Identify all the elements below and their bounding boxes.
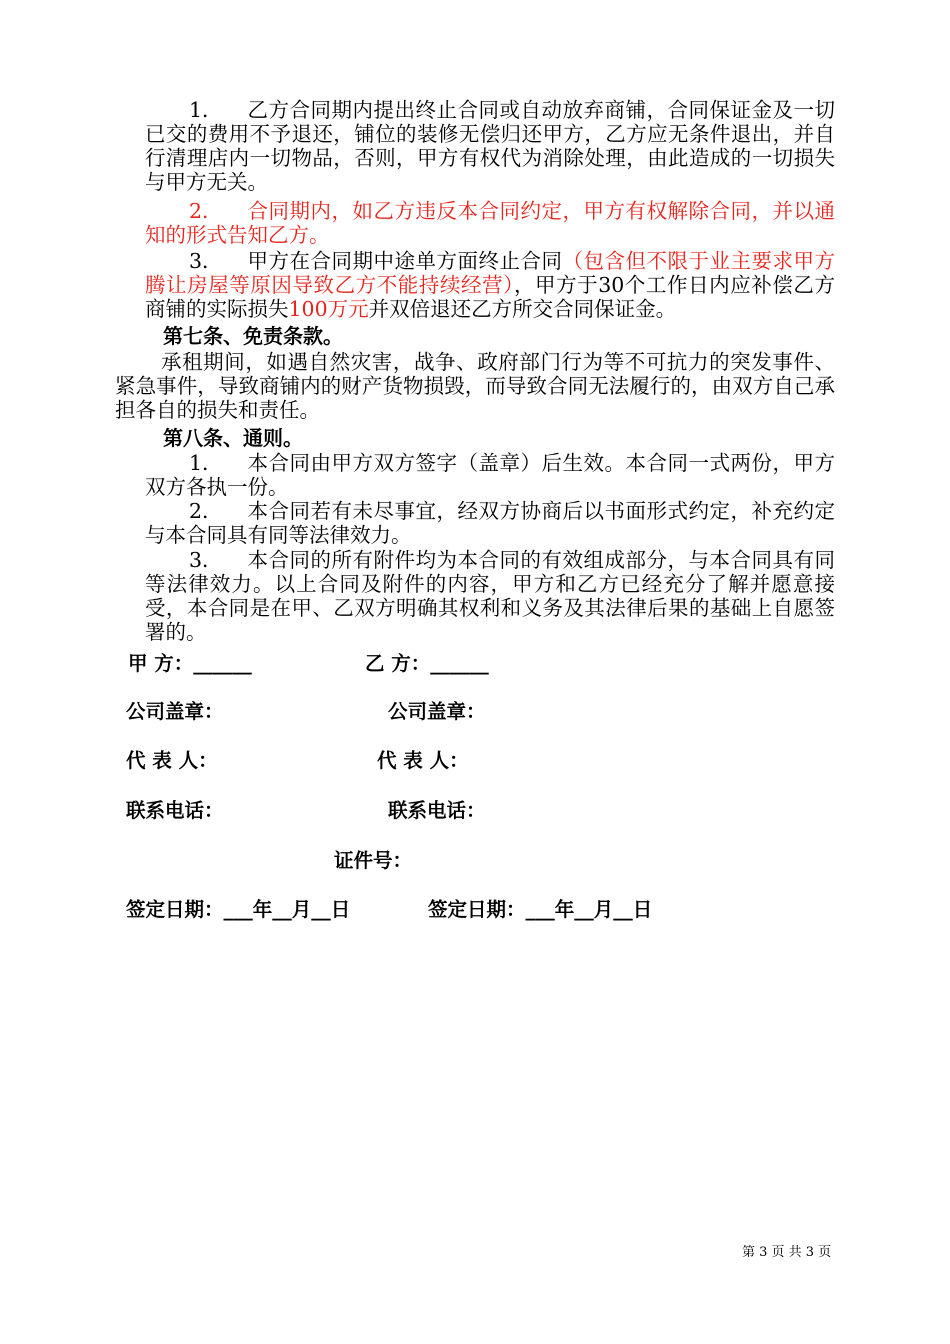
clause-number: 1． [189,98,223,122]
clause-number: 2． [189,199,223,223]
clause-number: 3． [189,249,223,273]
party-b-label: 乙 方：______ [365,652,489,675]
clause-6-2 [145,199,835,247]
clause-text-highlight: （包含但不限于业主要求甲方腾让房屋等原因导致乙方不能持续经营） [145,249,835,297]
clause-8-3 [145,548,835,644]
party-a-phone-label: 联系电话： [126,799,224,822]
party-a-representative-label: 代 表 人： [126,749,218,772]
clause-text: 本合同的所有附件均为本合同的有效组成部分，与本合同具有同等法律效力。以上合同及附件的内容，甲方和乙方已经充分了解并愿意接受，本合同是在甲、乙双方明确其权利和义务及其法律后果的基础上自愿签署的。 [145,548,835,644]
compensation-amount: 100万元 [288,297,369,321]
clause-8-1 [145,451,835,499]
clause-8-2 [145,499,835,547]
clause-text: 本合同由甲方双方签字（盖章）后生效。本合同一式两份，甲方双方各执一份。 [145,451,835,499]
clause-6-1 [145,98,835,194]
party-a-label: 甲 方：______ [128,652,252,675]
clause-text: 本合同若有未尽事宜，经双方协商后以书面形式约定，补充约定与本合同具有同等法律效力。 [145,499,835,547]
party-b-seal-label: 公司盖章： [388,700,486,723]
clause-text: ，甲方于30个工作日内应补偿乙方商铺的实际损失 [145,273,835,321]
id-number-label: 证件号： [334,849,413,872]
article-7-text: 承租期间，如遇自然灾害，战争、政府部门行为等不可抗力的突发事件、紧急事件，导致商铺内的财产货物损毁，而导致合同无法履行的，由双方自己承担各自的损失和责任。 [115,350,835,422]
article-7-heading: 第七条、免责条款。 [163,324,343,348]
party-a-seal-label: 公司盖章： [126,700,224,723]
article-8-heading: 第八条、通则。 [163,426,303,450]
party-a-sign-date: 签定日期：___年__月__日 [126,898,351,921]
clause-6-3 [145,249,835,321]
clause-number: 2． [189,499,223,523]
clause-text: 合同期内，如乙方违反本合同约定，甲方有权解除合同，并以通知的形式告知乙方。 [145,199,835,247]
clause-text: 甲方在合同期中途单方面终止合同 [247,249,563,273]
party-b-representative-label: 代 表 人： [377,749,469,772]
page-number-footer: 第 3 页 共 3 页 [742,1245,832,1260]
party-b-phone-label: 联系电话： [388,799,486,822]
clause-number: 1． [189,451,223,475]
clause-text: 乙方合同期内提出终止合同或自动放弃商铺，合同保证金及一切已交的费用不予退还，铺位的装修无偿归还甲方，乙方应无条件退出，并自行清理店内一切物品，否则，甲方有权代为消除处理，由此造成的一切损失与甲方无关。 [145,98,835,194]
clause-number: 3． [189,548,223,572]
clause-text: 并双倍退还乙方所交合同保证金。 [368,297,677,321]
article-7-body [115,350,835,422]
party-b-sign-date: 签定日期：___年__月__日 [428,898,653,921]
